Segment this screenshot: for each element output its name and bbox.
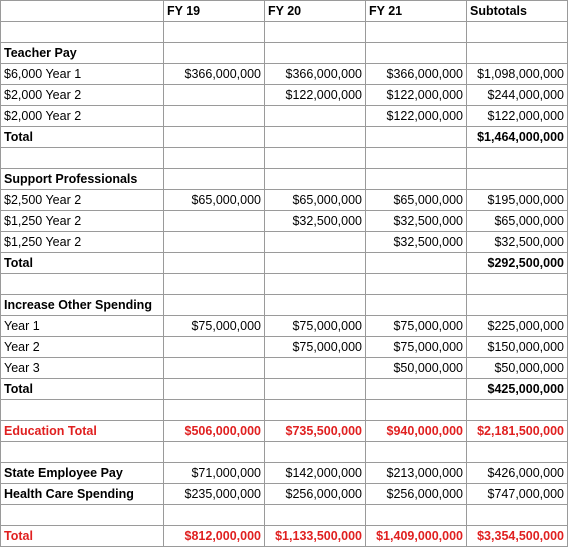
- cell[interactable]: [164, 43, 265, 64]
- section-title-row: [1, 295, 568, 316]
- row-label[interactable]: $2,000 Year 2: [1, 85, 164, 106]
- cell-fy20[interactable]: [265, 232, 366, 253]
- cell-fy19[interactable]: $506,000,000: [164, 421, 265, 442]
- cell[interactable]: [1, 22, 164, 43]
- section-title-teacher-pay[interactable]: Teacher Pay: [1, 43, 164, 64]
- cell-fy19[interactable]: [164, 211, 265, 232]
- cell-fy21[interactable]: $50,000,000: [366, 358, 467, 379]
- total-label[interactable]: Total: [1, 127, 164, 148]
- cell[interactable]: [366, 148, 467, 169]
- cell-subtotal[interactable]: $225,000,000: [467, 316, 568, 337]
- cell[interactable]: [366, 274, 467, 295]
- cell-subtotal[interactable]: $150,000,000: [467, 337, 568, 358]
- cell[interactable]: [467, 22, 568, 43]
- table-row: [1, 463, 568, 484]
- cell[interactable]: [265, 400, 366, 421]
- header-fy19[interactable]: FY 19: [164, 1, 265, 22]
- blank-row: [1, 148, 568, 169]
- table-row: [1, 232, 568, 253]
- cell-fy20[interactable]: $75,000,000: [265, 316, 366, 337]
- cell-fy19[interactable]: $812,000,000: [164, 526, 265, 547]
- cell[interactable]: [1, 442, 164, 463]
- cell[interactable]: [164, 148, 265, 169]
- cell[interactable]: [366, 400, 467, 421]
- cell-subtotal[interactable]: $747,000,000: [467, 484, 568, 505]
- cell-fy20[interactable]: $122,000,000: [265, 85, 366, 106]
- cell-fy21[interactable]: $1,409,000,000: [366, 526, 467, 547]
- header-subtotals[interactable]: Subtotals: [467, 1, 568, 22]
- cell-fy21[interactable]: $32,500,000: [366, 232, 467, 253]
- section-total-row: [1, 379, 568, 400]
- state-employee-pay-label[interactable]: State Employee Pay: [1, 463, 164, 484]
- section-total-row: [1, 127, 568, 148]
- grand-total-label[interactable]: Total: [1, 526, 164, 547]
- cell-fy21[interactable]: $213,000,000: [366, 463, 467, 484]
- cell[interactable]: [366, 379, 467, 400]
- cell[interactable]: [1, 148, 164, 169]
- cell[interactable]: [366, 43, 467, 64]
- support-professionals-total[interactable]: $292,500,000: [467, 253, 568, 274]
- row-label[interactable]: Year 1: [1, 316, 164, 337]
- cell[interactable]: [366, 442, 467, 463]
- cell-fy20[interactable]: $256,000,000: [265, 484, 366, 505]
- cell[interactable]: [1, 505, 164, 526]
- cell[interactable]: [467, 43, 568, 64]
- header-fy21[interactable]: FY 21: [366, 1, 467, 22]
- section-title-row: [1, 43, 568, 64]
- cell-fy21[interactable]: $256,000,000: [366, 484, 467, 505]
- cell-fy20[interactable]: $142,000,000: [265, 463, 366, 484]
- cell-fy20[interactable]: [265, 358, 366, 379]
- cell-fy19[interactable]: [164, 85, 265, 106]
- education-total-label[interactable]: Education Total: [1, 421, 164, 442]
- cell-fy21[interactable]: $366,000,000: [366, 64, 467, 85]
- cell-subtotal[interactable]: $65,000,000: [467, 211, 568, 232]
- cell[interactable]: [265, 43, 366, 64]
- education-total-row: [1, 421, 568, 442]
- row-label[interactable]: $6,000 Year 1: [1, 64, 164, 85]
- cell[interactable]: [164, 22, 265, 43]
- blank-row: [1, 400, 568, 421]
- cell-fy20[interactable]: [265, 106, 366, 127]
- cell-subtotal[interactable]: $50,000,000: [467, 358, 568, 379]
- cell-fy19[interactable]: [164, 106, 265, 127]
- cell-fy20[interactable]: $1,133,500,000: [265, 526, 366, 547]
- cell[interactable]: [265, 127, 366, 148]
- cell[interactable]: [467, 400, 568, 421]
- cell[interactable]: [265, 148, 366, 169]
- cell[interactable]: [366, 127, 467, 148]
- cell-fy19[interactable]: [164, 232, 265, 253]
- cell[interactable]: [265, 274, 366, 295]
- header-fy20[interactable]: FY 20: [265, 1, 366, 22]
- cell-fy19[interactable]: [164, 358, 265, 379]
- blank-row: [1, 505, 568, 526]
- table-row: [1, 358, 568, 379]
- section-title-row: [1, 169, 568, 190]
- cell-fy19[interactable]: [164, 337, 265, 358]
- table-row: [1, 64, 568, 85]
- cell[interactable]: [467, 148, 568, 169]
- cell-fy20[interactable]: $32,500,000: [265, 211, 366, 232]
- cell-fy20[interactable]: $65,000,000: [265, 190, 366, 211]
- cell[interactable]: [366, 169, 467, 190]
- table-row: [1, 190, 568, 211]
- table-row: [1, 211, 568, 232]
- cell-subtotal[interactable]: $195,000,000: [467, 190, 568, 211]
- section-title-support-professionals[interactable]: Support Professionals: [1, 169, 164, 190]
- cell[interactable]: [164, 442, 265, 463]
- cell-subtotal[interactable]: $3,354,500,000: [467, 526, 568, 547]
- cell-fy19[interactable]: $71,000,000: [164, 463, 265, 484]
- row-label[interactable]: $1,250 Year 2: [1, 211, 164, 232]
- cell-fy20[interactable]: $735,500,000: [265, 421, 366, 442]
- table-row: [1, 316, 568, 337]
- cell-fy21[interactable]: $940,000,000: [366, 421, 467, 442]
- cell[interactable]: [366, 253, 467, 274]
- cell-fy21[interactable]: $65,000,000: [366, 190, 467, 211]
- blank-row: [1, 22, 568, 43]
- column-header-row: [1, 1, 568, 22]
- cell-subtotal[interactable]: $2,181,500,000: [467, 421, 568, 442]
- cell-fy19[interactable]: $75,000,000: [164, 316, 265, 337]
- table-row: [1, 484, 568, 505]
- cell-fy19[interactable]: $366,000,000: [164, 64, 265, 85]
- cell-subtotal[interactable]: $32,500,000: [467, 232, 568, 253]
- cell[interactable]: [265, 169, 366, 190]
- section-total-row: [1, 253, 568, 274]
- cell-subtotal[interactable]: $244,000,000: [467, 85, 568, 106]
- table-row: [1, 106, 568, 127]
- cell[interactable]: [265, 253, 366, 274]
- cell[interactable]: [265, 442, 366, 463]
- cell[interactable]: [467, 505, 568, 526]
- cell-fy21[interactable]: $32,500,000: [366, 211, 467, 232]
- cell-fy19[interactable]: $65,000,000: [164, 190, 265, 211]
- row-label[interactable]: $2,500 Year 2: [1, 190, 164, 211]
- section-title-other-spending[interactable]: Increase Other Spending: [1, 295, 164, 316]
- cell[interactable]: [164, 295, 265, 316]
- blank-row: [1, 442, 568, 463]
- cell-fy21[interactable]: $122,000,000: [366, 106, 467, 127]
- cell-subtotal[interactable]: $426,000,000: [467, 463, 568, 484]
- cell[interactable]: [164, 274, 265, 295]
- cell[interactable]: [366, 505, 467, 526]
- cell[interactable]: [366, 22, 467, 43]
- other-spending-total[interactable]: $425,000,000: [467, 379, 568, 400]
- total-label[interactable]: Total: [1, 253, 164, 274]
- cell[interactable]: [164, 400, 265, 421]
- teacher-pay-total[interactable]: $1,464,000,000: [467, 127, 568, 148]
- table-row: [1, 337, 568, 358]
- cell-fy19[interactable]: $235,000,000: [164, 484, 265, 505]
- cell[interactable]: [164, 127, 265, 148]
- cell-fy20[interactable]: $75,000,000: [265, 337, 366, 358]
- cell[interactable]: [1, 274, 164, 295]
- blank-row: [1, 274, 568, 295]
- cell-fy21[interactable]: $122,000,000: [366, 85, 467, 106]
- cell[interactable]: [265, 379, 366, 400]
- cell[interactable]: [164, 253, 265, 274]
- total-label[interactable]: Total: [1, 379, 164, 400]
- cell[interactable]: [366, 295, 467, 316]
- cell-fy21[interactable]: $75,000,000: [366, 316, 467, 337]
- cell[interactable]: [1, 400, 164, 421]
- health-care-spending-label[interactable]: Health Care Spending: [1, 484, 164, 505]
- row-label[interactable]: Year 3: [1, 358, 164, 379]
- cell-subtotal[interactable]: $1,098,000,000: [467, 64, 568, 85]
- cell[interactable]: [265, 505, 366, 526]
- cell[interactable]: [265, 295, 366, 316]
- cell[interactable]: [467, 274, 568, 295]
- cell[interactable]: [467, 169, 568, 190]
- row-label[interactable]: $2,000 Year 2: [1, 106, 164, 127]
- cell[interactable]: [467, 442, 568, 463]
- cell[interactable]: [164, 169, 265, 190]
- cell[interactable]: [164, 379, 265, 400]
- cell[interactable]: [467, 295, 568, 316]
- row-label[interactable]: Year 2: [1, 337, 164, 358]
- row-label[interactable]: $1,250 Year 2: [1, 232, 164, 253]
- cell-fy21[interactable]: $75,000,000: [366, 337, 467, 358]
- header-cell-label[interactable]: [1, 1, 164, 22]
- cell[interactable]: [164, 505, 265, 526]
- grand-total-row: [1, 526, 568, 547]
- cell-subtotal[interactable]: $122,000,000: [467, 106, 568, 127]
- cell-fy20[interactable]: $366,000,000: [265, 64, 366, 85]
- table-row: [1, 85, 568, 106]
- cell[interactable]: [265, 22, 366, 43]
